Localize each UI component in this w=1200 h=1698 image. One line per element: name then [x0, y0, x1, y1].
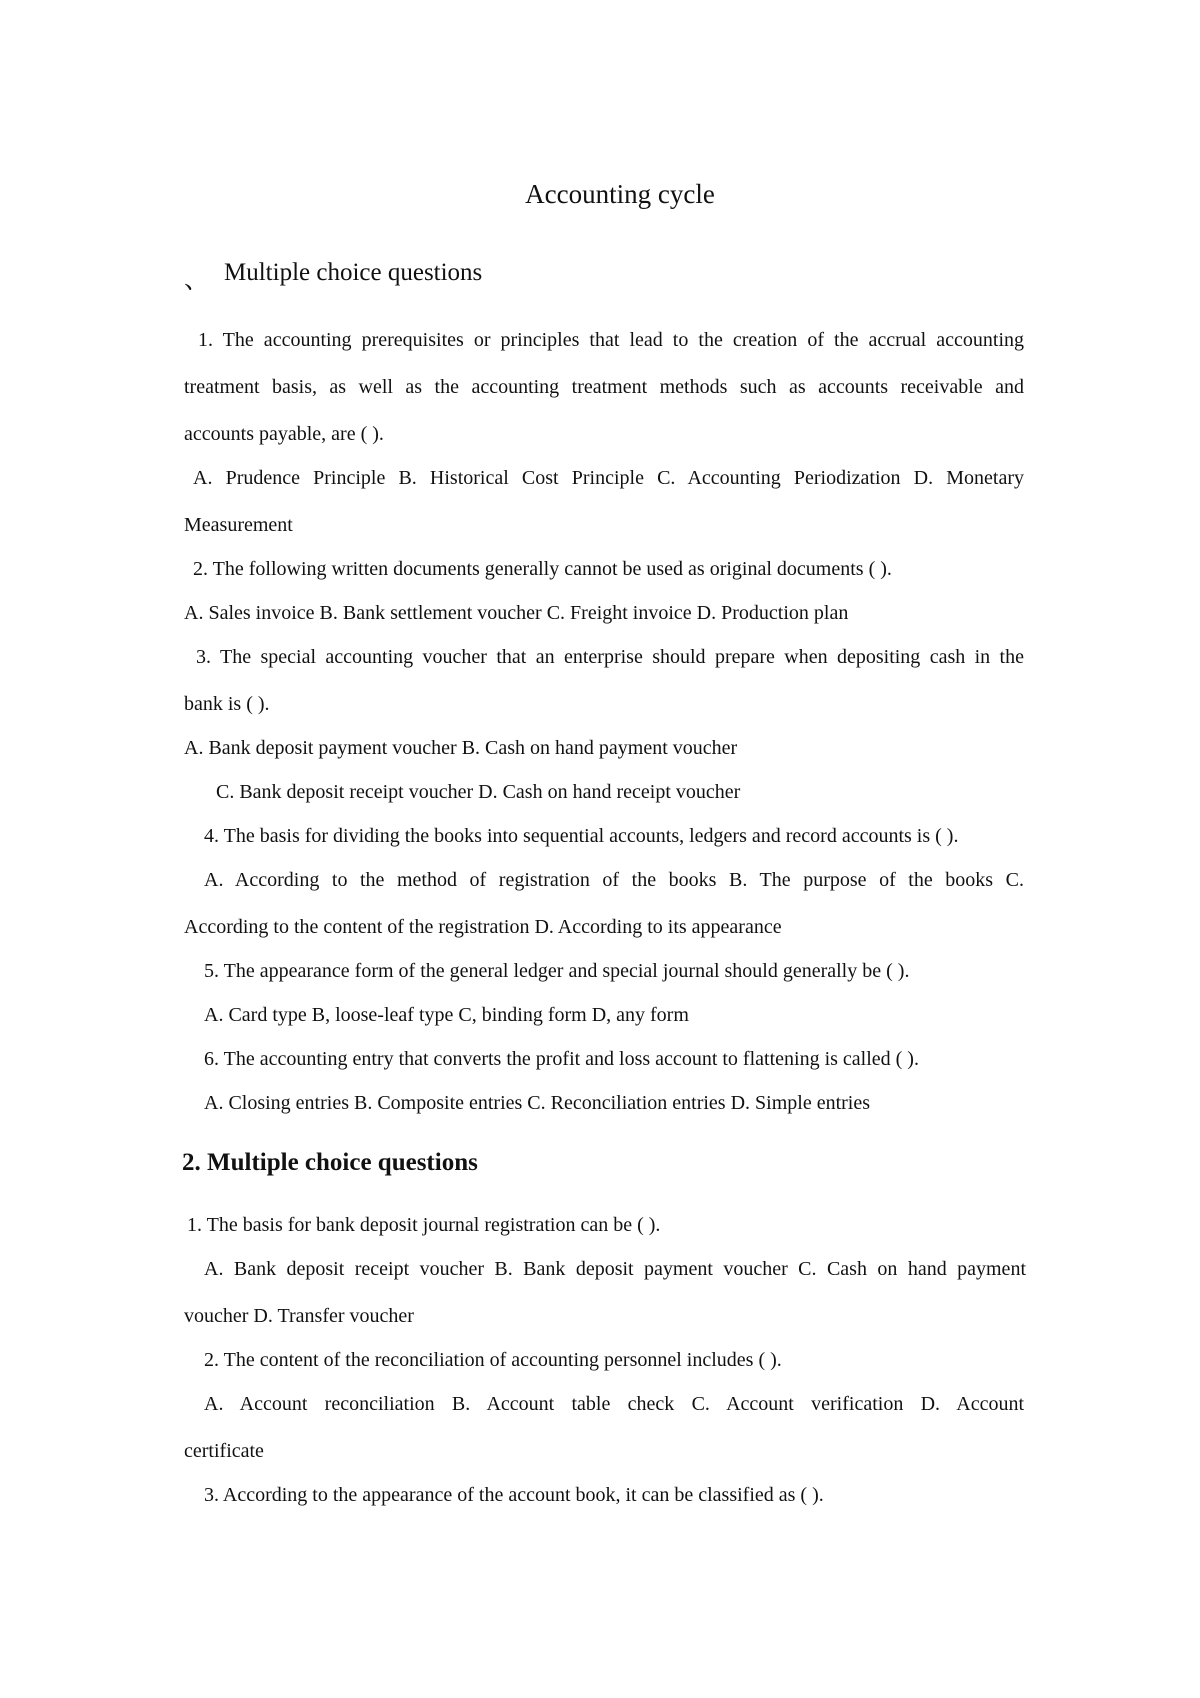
s2-q2-option-line-1: A. Account reconciliation B. Account table check C. Account verification D. Account [204, 1393, 1024, 1415]
s2-q1-line-1: 1. The basis for bank deposit journal registration can be ( ). [187, 1214, 661, 1236]
s1-q3-line-2: bank is ( ). [184, 693, 270, 715]
s2-q1-option-line-1: A. Bank deposit receipt voucher B. Bank deposit payment voucher C. Cash on hand payment [204, 1258, 1026, 1280]
s1-q5-line-1: 5. The appearance form of the general ledger and special journal should generally be ( ). [204, 960, 910, 982]
s1-q1-line-2: treatment basis, as well as the accounting treatment methods such as accounts receivable and [184, 376, 1024, 398]
section-2-heading: 2. Multiple choice questions [182, 1149, 478, 1176]
s2-q2-line-1: 2. The content of the reconciliation of accounting personnel includes ( ). [204, 1349, 782, 1371]
s1-q4-option-line-2: According to the content of the registration D. According to its appearance [184, 916, 782, 938]
section-1-heading: Multiple choice questions [224, 259, 483, 286]
s1-q2-option-line-1: A. Sales invoice B. Bank settlement voucher C. Freight invoice D. Production plan [184, 602, 849, 624]
s1-q1-option-line-1: A. Prudence Principle B. Historical Cost Principle C. Accounting Periodization D. Monetary [193, 467, 1024, 489]
s1-q4-option-line-1: A. According to the method of registration of the books B. The purpose of the books C. [204, 869, 1024, 891]
document-title: Accounting cycle [525, 179, 715, 209]
s2-q3-line-1: 3. According to the appearance of the account book, it can be classified as ( ). [204, 1484, 824, 1506]
s1-q1-line-3: accounts payable, are ( ). [184, 423, 384, 445]
s1-q6-line-1: 6. The accounting entry that converts the profit and loss account to flattening is called ( ). [204, 1048, 919, 1070]
s1-q3-line-1: 3. The special accounting voucher that an enterprise should prepare when depositing cash in the [196, 646, 1024, 668]
s1-q3-option-line-1: A. Bank deposit payment voucher B. Cash on hand payment voucher [184, 737, 738, 759]
section-1-marker: 、 [184, 267, 210, 294]
s2-q2-option-line-2: certificate [184, 1440, 264, 1462]
s1-q4-line-1: 4. The basis for dividing the books into sequential accounts, ledgers and record accounts is ( ). [204, 825, 959, 847]
s1-q2-line-1: 2. The following written documents generally cannot be used as original documents ( ). [193, 558, 892, 580]
s1-q6-option-line-1: A. Closing entries B. Composite entries C. Reconciliation entries D. Simple entries [204, 1092, 871, 1114]
s1-q1-option-line-2: Measurement [184, 514, 293, 536]
s2-q1-option-line-2: voucher D. Transfer voucher [184, 1305, 414, 1327]
s1-q3-option-line-2: C. Bank deposit receipt voucher D. Cash on hand receipt voucher [216, 781, 741, 803]
s1-q1-line-1: 1. The accounting prerequisites or principles that lead to the creation of the accrual accounting [198, 329, 1024, 351]
s1-q5-option-line-1: A. Card type B, loose-leaf type C, binding form D, any form [204, 1004, 689, 1026]
